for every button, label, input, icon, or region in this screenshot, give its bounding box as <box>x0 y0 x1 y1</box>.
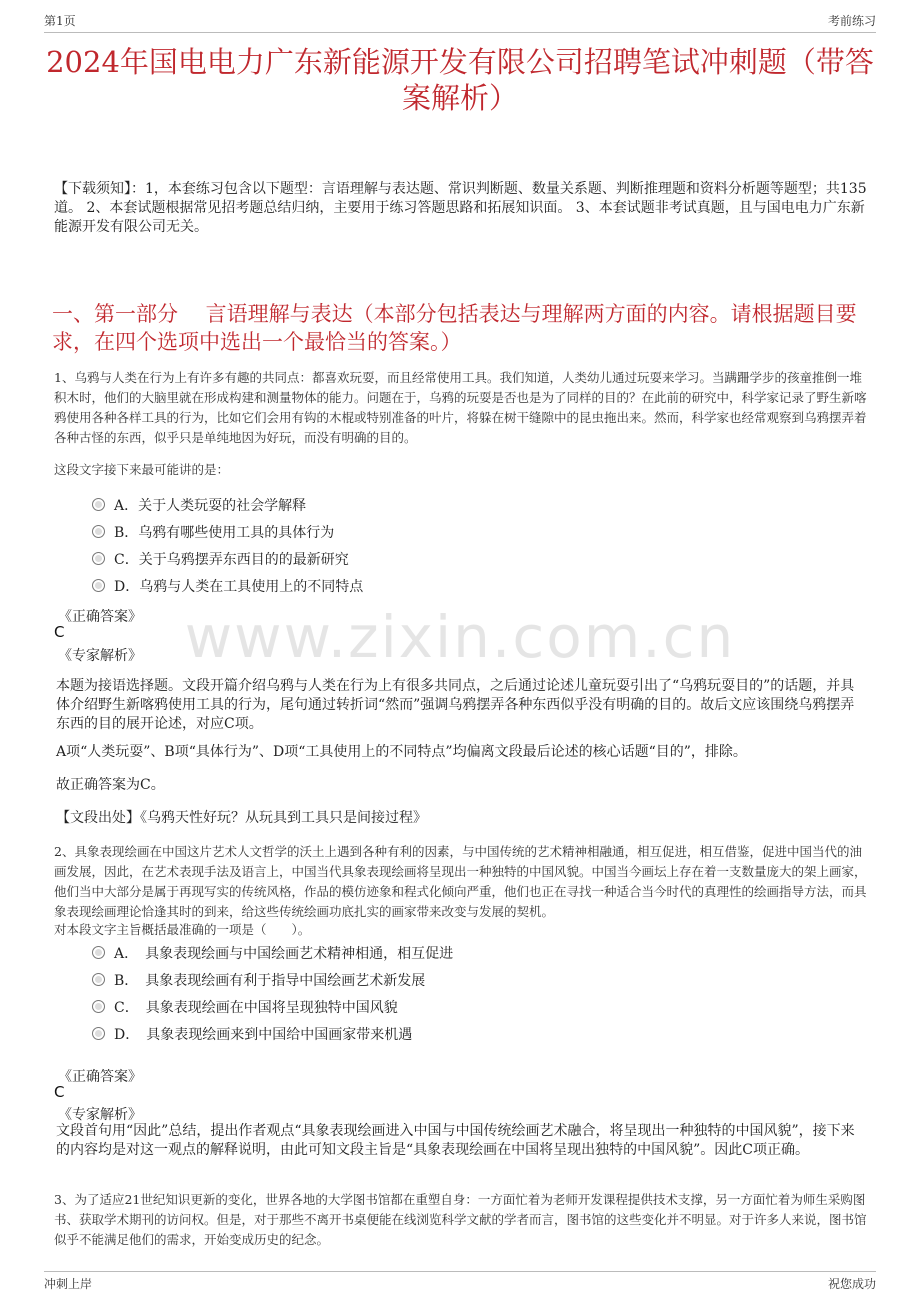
radio-icon[interactable] <box>92 973 105 986</box>
page-footer <box>44 1271 876 1292</box>
question-1-options <box>92 491 363 599</box>
footer-left: 冲刺上岸 <box>44 1277 93 1291</box>
footer-right: 祝您成功 <box>827 1277 876 1291</box>
question-2-text: 2、具象表现绘画在中国这片艺术人文哲学的沃土上遇到各种有利的因素，与中国传统的艺术精神相融通，相互促进，相互借鉴，促进中国当代的油画发展，因此，在艺术表现手法及语言上，中国当代具象表现绘画将呈现出一种独特的中国风貌。中国当今画坛上存在着一支数量庞大的架上画家，他们当中大部分是属于再现写实的传统风格，作品的模仿迹象和程式化倾向严重，他们也正在寻找一种适合当今时代的真理性的绘画指导方法，而具象表现绘画理论恰逢其时的到来，给这些传统绘画功底扎实的画家带来改变与发展的契机。 <box>54 844 867 919</box>
analysis-label: 《专家解析》 <box>58 648 142 664</box>
answer-value: C <box>54 1083 65 1101</box>
option-b[interactable]: B．乌鸦有哪些使用工具的具体行为 <box>92 518 363 545</box>
page-number: 第1页 <box>44 14 76 28</box>
answer-label: 《正确答案》 <box>58 609 142 625</box>
page-header <box>44 12 876 33</box>
option-a[interactable]: A． 具象表现绘画与中国绘画艺术精神相通，相互促进 <box>92 939 453 966</box>
question-1-text: 1、乌鸦与人类在行为上有许多有趣的共同点：都喜欢玩耍，而且经常使用工具。我们知道，人类幼儿通过玩耍来学习。当蹒跚学步的孩童推倒一堆积木时，他们的大脑里就在形成构建和测量物体的能力。问题在于，乌鸦的玩耍是否也是为了同样的目的？在此前的研究中，科学家记录了野生新喀鸦使用各种各样工具的行为，比如它们会用有钩的木棍或特别准备的叶片，将躲在树干缝隙中的昆虫拖出来。然而，科学家也经常观察到乌鸦摆弄着各种古怪的东西，似乎只是单纯地因为好玩，而没有明确的目的。 <box>54 370 867 445</box>
option-c[interactable]: C． 具象表现绘画在中国将呈现独特中国风貌 <box>92 993 453 1020</box>
option-c[interactable]: C．关于乌鸦摆弄东西目的的最新研究 <box>92 545 363 572</box>
analysis-label: 《专家解析》 <box>58 1107 142 1123</box>
source-citation: 【文段出处】《乌鸦天性好玩？从玩具到工具只是间接过程》 <box>56 810 427 826</box>
radio-icon[interactable] <box>92 525 105 538</box>
header-tag: 考前练习 <box>827 14 876 28</box>
option-d[interactable]: D．乌鸦与人类在工具使用上的不同特点 <box>92 572 363 599</box>
analysis-paragraph-1: 文段首句用“因此”总结，提出作者观点“具象表现绘画进入中国与中国传统绘画艺术融合，将呈现出一种独特的中国风貌”，接下来的内容均是对这一观点的解释说明，由此可知文段主旨是“具象表现绘画在中国将呈现出独特的中国风貌”。因此C项正确。 <box>56 1123 855 1158</box>
download-notice: 【下载须知】：1，本套练习包含以下题型：言语理解与表达题、常识判断题、数量关系题、判断推理题和资料分析题等题型；共135道。 2、本套试题根据常见招考题总结归纳，主要用于练习答题思路和拓展知识面。 3、本套试题非考试真题，且与国电电力广东新能源开发有限公司无关。 <box>54 181 867 235</box>
option-d[interactable]: D． 具象表现绘画来到中国给中国画家带来机遇 <box>92 1020 453 1047</box>
radio-icon[interactable] <box>92 579 105 592</box>
radio-icon[interactable] <box>92 1027 105 1040</box>
analysis-paragraph-2: A项“人类玩耍”、B项“具体行为”、D项“工具使用上的不同特点”均偏离文段最后论述的核心话题“目的”，排除。 <box>56 744 747 760</box>
option-b[interactable]: B． 具象表现绘画有利于指导中国绘画艺术新发展 <box>92 966 453 993</box>
question-1-prompt: 这段文字接下来最可能讲的是： <box>54 462 230 477</box>
answer-value: C <box>54 623 65 641</box>
radio-icon[interactable] <box>92 552 105 565</box>
analysis-paragraph-1: 本题为接语选择题。文段开篇介绍乌鸦与人类在行为上有很多共同点，之后通过论述儿童玩耍引出了“乌鸦玩耍目的”的话题，并具体介绍野生新喀鸦使用工具的行为，尾句通过转折词“然而”强调乌鸦摆弄各种东西似乎没有明确的目的。故后文应该围绕乌鸦摆弄东西的目的展开论述，对应C项。 <box>56 678 855 732</box>
watermark: www.zixin.com.cn <box>184 603 736 671</box>
question-2-options <box>92 939 453 1047</box>
radio-icon[interactable] <box>92 1000 105 1013</box>
question-3-text: 3、为了适应21世纪知识更新的变化，世界各地的大学图书馆都在重塑自身：一方面忙着为老师开发课程提供技术支撑，另一方面忙着为师生采购图书、获取学术期刊的访问权。但是，对于那些不离开书桌便能在线浏览科学文献的学者而言，图书馆的这些变化并不明显。对于许多人来说，图书馆似乎不能满足他们的需求，开始变成历史的纪念。 <box>54 1192 867 1247</box>
radio-icon[interactable] <box>92 946 105 959</box>
answer-label: 《正确答案》 <box>58 1069 142 1085</box>
section-title: 一、第一部分 言语理解与表达（本部分包括表达与理解两方面的内容。请根据题目要求，在四个选项中选出一个最恰当的答案。） <box>52 302 857 354</box>
option-a[interactable]: A．关于人类玩耍的社会学解释 <box>92 491 363 518</box>
analysis-paragraph-3: 故正确答案为C。 <box>56 777 165 793</box>
document-title: 2024年国电电力广东新能源开发有限公司招聘笔试冲刺题（带答案解析） <box>46 45 874 115</box>
question-2-prompt: 对本段文字主旨概括最准确的一项是（ ）。 <box>54 922 311 937</box>
radio-icon[interactable] <box>92 498 105 511</box>
